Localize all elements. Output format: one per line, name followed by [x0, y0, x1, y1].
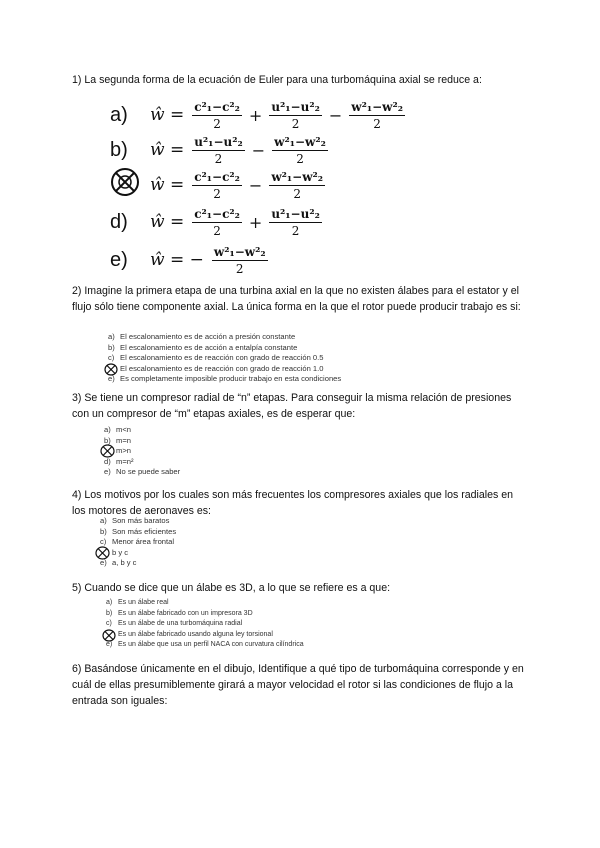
- list-item: [100, 516, 176, 527]
- option-letter: b): [110, 138, 128, 161]
- fraction-denominator: 2: [213, 186, 221, 201]
- equation-lhs: ŵ = −: [150, 250, 204, 270]
- q2-options: [108, 332, 341, 385]
- fraction-numerator: u²₁−u²₂: [271, 99, 320, 114]
- fraction-denominator: 2: [373, 116, 381, 131]
- option-text: El escalonamiento es de acción a presión constante: [120, 332, 296, 341]
- option-letter: b): [106, 609, 113, 617]
- list-item: [108, 353, 341, 364]
- option-text: Es un álabe fabricado con un impresora 3D: [118, 609, 253, 617]
- option-text: Son más eficientes: [112, 526, 177, 536]
- list-item: [106, 609, 304, 620]
- q1-option-b: [110, 130, 332, 170]
- operator: −: [248, 175, 263, 195]
- option-text: El escalonamiento es de reacción con grado de reacción 1.0: [120, 363, 324, 373]
- operator: +: [248, 212, 263, 232]
- option-text: m=n: [116, 435, 131, 445]
- list-item: [100, 558, 176, 569]
- q1-option-a: [110, 95, 409, 135]
- list-item: [104, 467, 180, 478]
- option-letter: e): [100, 558, 107, 567]
- question-1-prompt: 1) La segunda forma de la ecuación de Euler para una turbomáquina axial se reduce a:: [72, 74, 482, 86]
- q1-option-c: [110, 165, 329, 205]
- list-item-selected: [100, 548, 176, 559]
- option-text: Menor área frontal: [112, 537, 175, 546]
- fraction-denominator: 2: [235, 261, 244, 276]
- option-letter: a): [104, 425, 111, 434]
- selected-answer-mark: [110, 167, 150, 203]
- question-5-prompt: 5) Cuando se dice que un álabe es 3D, a lo que se refiere es a que:: [72, 582, 391, 594]
- fraction-denominator: 2: [213, 223, 221, 238]
- operator: −: [328, 105, 343, 125]
- fraction-numerator: w²₁−w²₂: [213, 244, 266, 259]
- fraction-numerator: w²₁−w²₂: [271, 169, 324, 184]
- option-letter: a): [100, 516, 107, 525]
- list-item: [104, 436, 180, 447]
- list-item: [100, 537, 176, 548]
- option-text: Es un álabe fabricado usando alguna ley torsional: [118, 630, 273, 638]
- fraction-numerator: u²₁−u²₂: [194, 134, 243, 149]
- list-item: [106, 598, 304, 609]
- operator: −: [251, 140, 266, 160]
- option-text: No se puede saber: [116, 467, 181, 476]
- question-2-prompt: 2) Imagine la primera etapa de una turbina axial en la que no existen álabes para el estator y el flujo sólo tiene componente axial. La única forma en la que el rotor puede producir trabajo es si:: [72, 285, 521, 313]
- fraction-numerator: c²₁−c²₂: [194, 99, 240, 114]
- option-text: b y c: [112, 547, 129, 557]
- option-letter: a): [108, 332, 115, 341]
- option-text: Es un álabe de una turbomáquina radial: [118, 620, 243, 627]
- option-letter: a): [106, 599, 113, 606]
- option-text: m<n: [116, 425, 131, 434]
- option-text: Es un álabe que usa un perfil NACA con curvatura cilíndrica: [118, 641, 304, 648]
- option-text: m>n: [116, 446, 131, 455]
- option-letter: b): [104, 435, 111, 445]
- option-letter: b): [100, 526, 107, 536]
- q1-option-e: [110, 240, 272, 280]
- option-text: El escalonamiento es de acción a entalpía constante: [120, 342, 298, 352]
- option-letter: e): [104, 467, 111, 476]
- fraction-denominator: 2: [291, 223, 300, 238]
- list-item: [108, 343, 341, 354]
- option-letter: e): [110, 248, 128, 271]
- equation-lhs: ŵ =: [150, 105, 185, 125]
- question-4-prompt: 4) Los motivos por los cuales son más frecuentes los compresores axiales que los radiales en los motores de aeronaves es:: [72, 489, 514, 517]
- fraction-numerator: c²₁−c²₂: [194, 206, 240, 221]
- list-item: [108, 374, 341, 385]
- fraction-denominator: 2: [293, 186, 301, 201]
- fraction-denominator: 2: [214, 151, 223, 166]
- list-item: [106, 640, 304, 651]
- q5-options: [106, 598, 304, 651]
- q4-options: [100, 516, 176, 569]
- list-item: [104, 425, 180, 436]
- option-letter: a): [110, 103, 128, 126]
- list-item: [104, 457, 180, 468]
- q1-option-d: [110, 202, 326, 242]
- circled-x-icon: [110, 167, 140, 197]
- option-letter: c): [106, 620, 112, 627]
- fraction-numerator: w²₁−w²₂: [351, 99, 403, 114]
- question-3-prompt: 3) Se tiene un compresor radial de “n” etapas. Para conseguir la misma relación de presiones con un compresor de “m” etapas axiales, es de esperar que:: [72, 392, 512, 420]
- option-letter: c): [100, 537, 107, 546]
- operator: +: [248, 105, 263, 125]
- option-text: a, b y c: [112, 558, 137, 567]
- option-text: Son más baratos: [112, 516, 170, 525]
- equation-lhs: ŵ =: [150, 212, 185, 232]
- option-text: Es un álabe real: [118, 599, 169, 606]
- equation-lhs: ŵ =: [150, 140, 185, 160]
- question-6-prompt: 6) Basándose únicamente en el dibujo, Identifique a qué tipo de turbomáquina corresponde y en cuál de ellas presumiblemente girará a mayor velocidad el rotor si las condiciones de flujo a la entrada son iguales:: [72, 663, 524, 707]
- fraction-denominator: 2: [291, 116, 300, 131]
- list-item-selected: [104, 446, 180, 457]
- list-item: [100, 527, 176, 538]
- option-letter: e): [106, 641, 113, 648]
- option-letter: e): [108, 374, 115, 383]
- q3-options: [104, 425, 180, 478]
- option-text: m=n²: [116, 456, 134, 466]
- option-letter: d): [104, 456, 111, 466]
- option-letter: d): [110, 210, 128, 233]
- list-item: [108, 332, 341, 343]
- fraction-numerator: w²₁−w²₂: [274, 134, 326, 149]
- fraction-denominator: 2: [296, 151, 304, 166]
- option-text: El escalonamiento es de reacción con grado de reacción 0.5: [120, 353, 324, 362]
- fraction-numerator: u²₁−u²₂: [271, 206, 320, 221]
- option-text: Es completamente imposible producir trabajo en esta condiciones: [120, 374, 342, 383]
- list-item-selected: [108, 364, 341, 375]
- fraction-denominator: 2: [213, 116, 221, 131]
- list-item: [106, 619, 304, 630]
- option-letter: b): [108, 342, 115, 352]
- equation-lhs: ŵ =: [150, 175, 185, 195]
- list-item-selected: [106, 630, 304, 641]
- fraction-numerator: c²₁−c²₂: [194, 169, 240, 184]
- option-letter: c): [108, 353, 115, 362]
